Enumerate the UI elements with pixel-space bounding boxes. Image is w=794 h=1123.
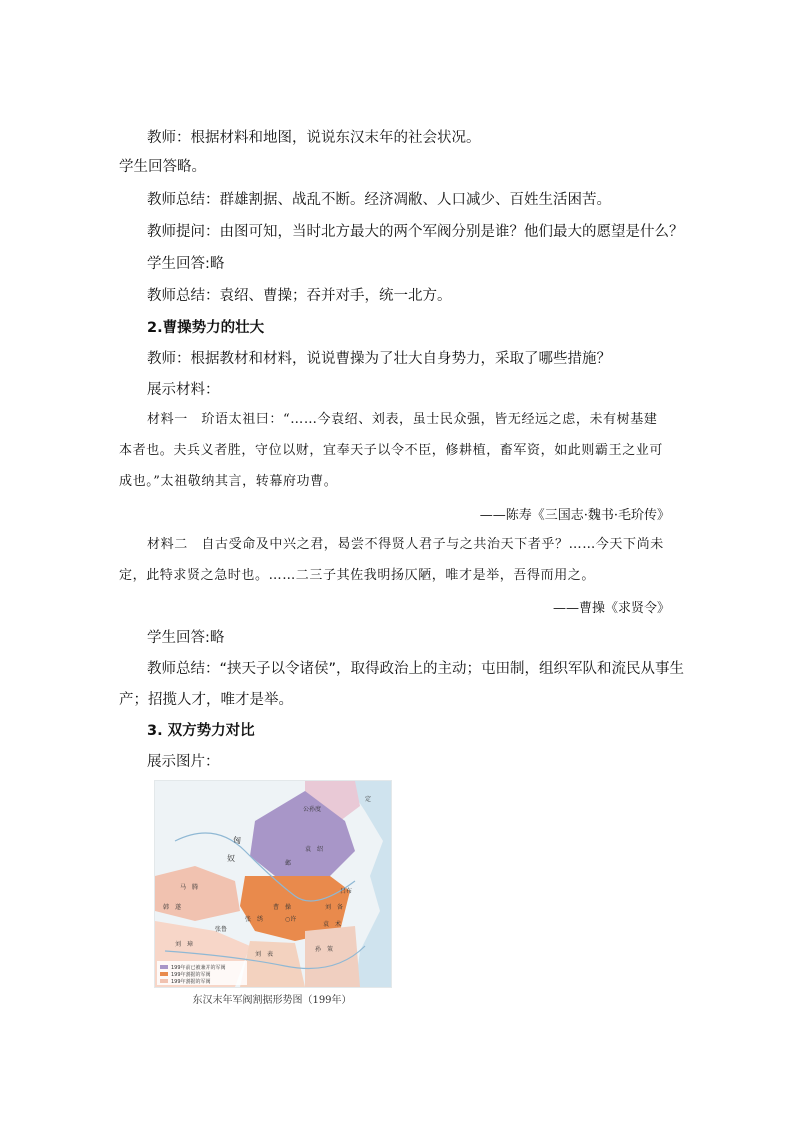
warlord-map-svg	[155, 781, 391, 987]
teacher-question-1: 教师：根据材料和地图，说说东汉末年的社会状况。	[147, 130, 481, 146]
map-label-liubei: 刘 备	[325, 904, 344, 911]
map-label-caocao: 曹 操	[273, 904, 292, 911]
map-label-xiongnu-b: 奴	[227, 854, 235, 863]
material-2-line: 材料二 自古受命及中兴之君，曷尝不得贤人君子与之共治天下者乎？……今天下尚未	[147, 537, 664, 552]
map-label-zhang: 张鲁	[215, 926, 228, 933]
map-label-ding: 定	[365, 796, 372, 803]
teacher-question-3: 教师：根据教材和材料，说说曹操为了壮大自身势力，采取了哪些措施？	[147, 351, 611, 367]
map-label-liuzhang: 刘 璋	[175, 941, 194, 948]
teacher-summary-3-cont: 产；招揽人才，唯才是举。	[119, 692, 293, 708]
map-label-gongsun: 公孙度	[303, 806, 322, 813]
teacher-summary-1: 教师总结：群雄割据、战乱不断。经济凋敝、人口减少、百姓生活困苦。	[147, 192, 611, 208]
map-label-han: 韩 遂	[163, 904, 182, 911]
material-1-line: 本者也。夫兵义者胜，守位以财，宜奉天子以令不臣，修耕植，畜军资，如此则霸王之业可	[119, 443, 664, 458]
section-heading-3: 3. 双方势力对比	[147, 723, 255, 739]
map-label-yuanshu: 袁 术	[323, 921, 342, 928]
teacher-question-2: 教师提问：由图可知，当时北方最大的两个军阀分别是谁？他们最大的愿望是什么？	[147, 224, 684, 240]
student-answer-3: 学生回答:略	[147, 630, 225, 646]
legend-text-1: 199年前已被兼并的军阀	[171, 965, 226, 971]
map-label-ye: 邺	[285, 860, 292, 867]
map-label-liubiao: 刘 表	[255, 951, 274, 958]
section-heading-2: 2.曹操势力的壮大	[147, 320, 265, 336]
map-label-lv: 吕布	[340, 888, 353, 895]
material-1-line: 材料一 玠语太祖曰：“……今袁绍、刘表，虽士民众强，皆无经远之虑，未有树基建	[147, 412, 658, 427]
map-caption: 东汉末年军阀割据形势图（199年）	[192, 995, 352, 1006]
map-label-yuanshao: 袁 绍	[305, 846, 324, 853]
material-1-source: ——陈寿《三国志·魏书·毛玠传》	[479, 508, 670, 523]
material-2-line: 定，此特求贤之急时也。……二三子其佐我明扬仄陋，唯才是举，吾得而用之。	[119, 568, 596, 583]
legend-text-2: 199年割据的军阀	[171, 972, 211, 978]
material-1-line: 成也。”太祖敬纳其言，转幕府功曹。	[119, 474, 338, 489]
legend-text-3: 199年割据的军阀	[171, 979, 211, 985]
student-answer-1: 学生回答略。	[119, 159, 206, 175]
map-label-zhangxiu: 张 绣	[245, 916, 264, 923]
map-label-xiongnu-a: 匈	[233, 836, 241, 845]
map-label-xu: ○许	[285, 916, 297, 923]
show-material-label: 展示材料：	[147, 382, 220, 398]
legend-swatch-3	[160, 979, 168, 983]
legend-swatch-2	[160, 972, 168, 976]
map-label-ma: 马 腾	[180, 884, 199, 891]
teacher-summary-2: 教师总结：袁绍、曹操；吞并对手，统一北方。	[147, 288, 452, 304]
map-label-sunce: 孙 策	[315, 946, 334, 953]
student-answer-2: 学生回答:略	[147, 256, 225, 272]
legend-swatch-1	[160, 965, 168, 969]
show-image-label: 展示图片：	[147, 754, 220, 770]
material-2-source: ——曹操《求贤令》	[552, 601, 670, 616]
teacher-summary-3: 教师总结：“挟天子以令诸侯”，取得政治上的主动；屯田制，组织军队和流民从事生	[147, 661, 685, 677]
map-legend	[157, 961, 247, 985]
warlord-map	[154, 780, 392, 988]
